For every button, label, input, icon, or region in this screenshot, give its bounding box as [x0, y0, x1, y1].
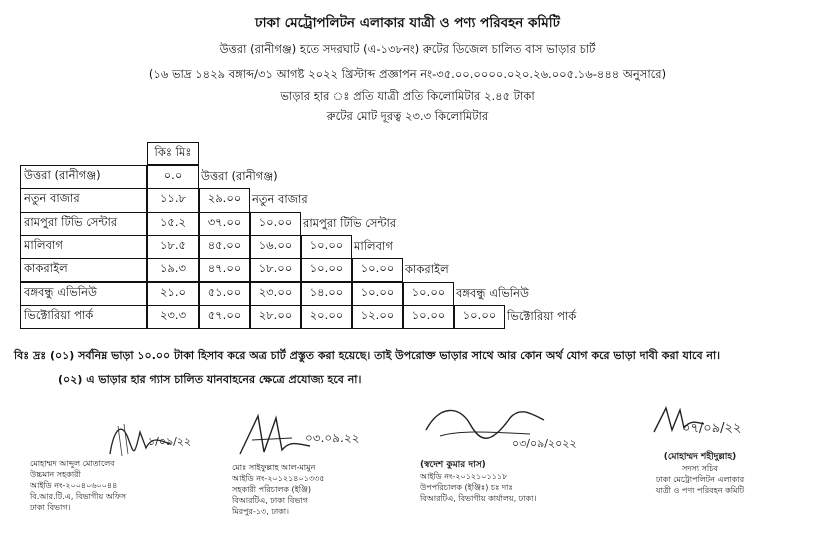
fare-rate: ভাড়ার হার ঃ প্রতি যাত্রী প্রতি কিলোমিটার ২.৪৫ টাকা	[280, 89, 535, 103]
document-subtitle: উত্তরা (রানীগঞ্জ) হতে সদরঘাট (এ-১৩৮নং) রুটের ডিজেল চালিত বাস ভাড়ার চার্ট	[219, 42, 596, 56]
signature-block-3: (স্বদেশ কুমার দাস) আইডি নং-২০১২১০১১১৮ উপপরিচালক (ইঞ্জিঃ) চঃ দাঃ বিআরটিএ, বিভাগীয় কার্যালয়, ঢাকা।	[420, 460, 537, 503]
fare-cell: ৫১.০০	[199, 282, 250, 306]
distance-km-cell: ১৮.৫	[147, 235, 199, 259]
stop-diagonal-label: কাকরাইল	[405, 262, 449, 277]
fare-cell: ২০.০০	[301, 305, 352, 329]
stop-name-cell: মালিবাগ	[20, 235, 147, 259]
distance-km-cell: ১৫.২	[147, 212, 199, 236]
fare-cell: ১৮.০০	[250, 258, 301, 282]
fare-cell: ৫৭.০০	[199, 305, 250, 329]
distance-km-cell: ০.০	[147, 165, 199, 189]
notification-reference: (১৬ ভাদ্র ১৪২৯ বঙ্গাব্দ/৩১ আগষ্ট ২০২২ খ্রিস্টাব্দ প্রজ্ঞাপন নং-৩৫.০০.০০০০.০২০.২৬.০০৫.১৬-৪৪৪ অনুসারে)	[148, 67, 667, 81]
distance-km-cell: ১১.৮	[147, 188, 199, 212]
stop-diagonal-label: মালিবাগ	[354, 238, 393, 253]
fare-cell: ২৮.০০	[250, 305, 301, 329]
distance-km-cell: ১৯.৩	[147, 258, 199, 282]
stop-diagonal-label: উত্তরা (রানীগঞ্জ)	[201, 169, 278, 183]
signature-date-2: ০৩.০৯.২২	[305, 431, 360, 445]
stop-name-cell: নতুন বাজার	[20, 188, 147, 212]
fare-cell: ১০.০০	[352, 258, 403, 282]
fare-cell: ১০.০০	[250, 212, 301, 236]
fare-cell: ১০.০০	[352, 282, 403, 306]
km-column-header: কিঃ মিঃ	[147, 142, 199, 165]
fare-cell: ১০.০০	[301, 235, 352, 259]
document-title: ঢাকা মেট্রোপলিটন এলাকার যাত্রী ও পণ্য পরিবহন কমিটি	[254, 15, 561, 31]
fare-cell: ১৪.০০	[301, 282, 352, 306]
fare-cell: ১০.০০	[403, 305, 454, 329]
signature-date-3: ০৩/০৯/২০২২	[512, 437, 577, 450]
stop-diagonal-label: ভিক্টোরিয়া পার্ক	[507, 308, 577, 323]
signature-block-2: মোঃ সাইফুল্লাহ আল-মামুন আইডি নং-২০১২১৪০১৩৩৫ সহকারী পরিচালক (ইঞ্জি) বিআরটিএ, ঢাকা বিভাগ মিরপুর-১৩, ঢাকা।	[232, 463, 325, 516]
distance-km-cell: ২৩.৩	[147, 305, 199, 329]
fare-cell: ১০.০০	[403, 282, 454, 306]
stop-diagonal-label: নতুন বাজার	[252, 192, 308, 207]
note-one: বিঃ দ্রঃ (০১) সর্বনিম্ন ভাড়া ১০.০০ টাকা হিসাব করে অত্র চার্ট প্রস্তুত করা হয়েছে। তাই উপরোক্ত ভাড়ার সাথে আর কোন অর্থ যোগ করে ভাড়া দাবী করা যাবে না।	[14, 349, 721, 362]
signature-date-1: ১/০৯/২২	[148, 435, 192, 448]
stop-name-cell: বঙ্গবন্ধু এভিনিউ	[20, 282, 147, 306]
fare-cell: ১০.০০	[454, 305, 505, 329]
fare-cell: ২৩.০০	[250, 282, 301, 306]
stop-diagonal-label: বঙ্গবন্ধু এভিনিউ	[456, 285, 529, 300]
note-two: (০২) এ ভাড়ার হার গ্যাস চালিত যানবাহনের ক্ষেত্রে প্রযোজ্য হবে না।	[58, 373, 362, 386]
route-distance: রুটের মোট দূরত্ব ২৩.৩ কিলোমিটার	[326, 109, 489, 123]
stop-name-cell: রামপুরা টিভি সেন্টার	[20, 212, 147, 236]
fare-cell: ১৬.০০	[250, 235, 301, 259]
fare-cell: ১০.০০	[301, 258, 352, 282]
fare-cell: ৪৫.০০	[199, 235, 250, 259]
signature-date-4: ০৭/০৯/২২	[682, 421, 742, 436]
stop-diagonal-label: রামপুরা টিভি সেন্টার	[303, 215, 397, 230]
signature-block-4: (মোহাম্মদ শহীদুল্লাহ) সদস্য সচিব ঢাকা মেট্রোপলিটন এলাকার যাত্রী ও পণ্য পরিবহন কমিটি	[655, 452, 745, 495]
distance-km-cell: ২১.০	[147, 282, 199, 306]
stop-name-cell: কাকরাইল	[20, 258, 147, 282]
stop-name-cell: ভিক্টোরিয়া পার্ক	[20, 305, 147, 329]
fare-cell: ৩৭.০০	[199, 212, 250, 236]
fare-cell: ২৯.০০	[199, 188, 250, 212]
fare-cell: ১২.০০	[352, 305, 403, 329]
stop-name-cell: উত্তরা (রানীগঞ্জ)	[20, 165, 147, 189]
fare-cell: ৪৭.০০	[199, 258, 250, 282]
signature-block-1: মোহাম্মদ আব্দুল মোতালেব উচ্চমান সহকারী আইডি নং-২০০৪০৬০০৪৪ বি.আর.টি.এ, বিভাগীয় অফিস ঢাকা বিভাগ।	[30, 459, 127, 512]
